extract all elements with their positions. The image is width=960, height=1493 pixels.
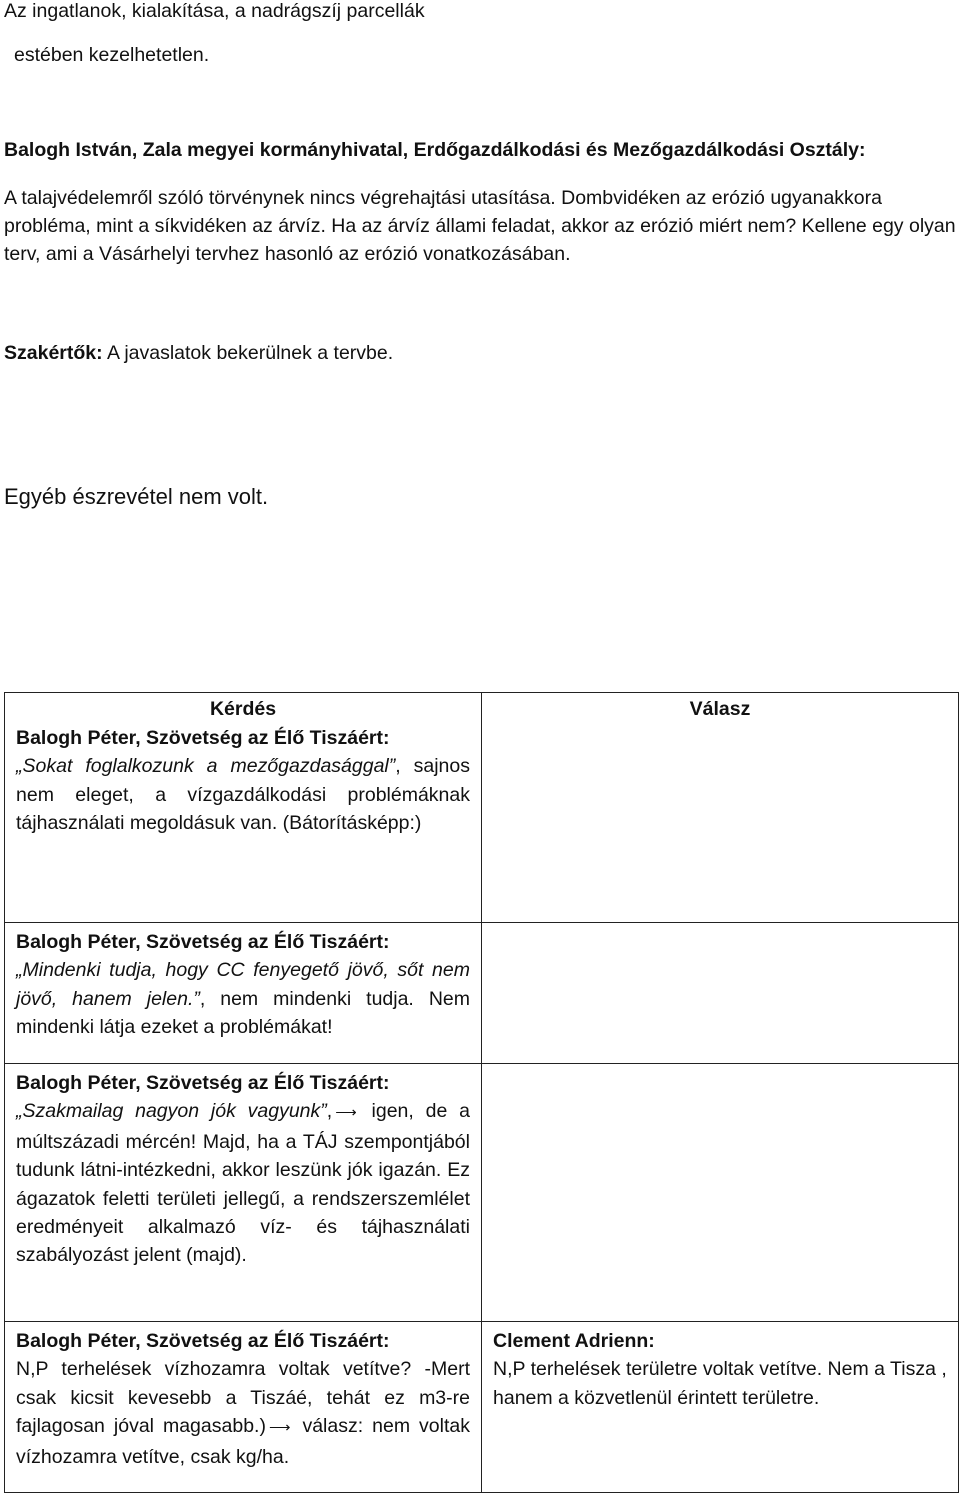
arrow-right-icon: ⟶ [268,1419,291,1437]
answer-4-text: N,P terhelések területre voltak vetítve. Nem a Tisza , hanem a közvetlenül érintett területre. [493,1358,947,1409]
speaker-paragraph: A talajvédelemről szóló törvénynek nincs végrehajtási utasítása. Dombvidéken az erózió ugyanakkora probléma, mint a síkvidéken az árvíz. Ha az árvíz állami feladat, akkor az erózió miért nem? Kellene egy olyan terv, ami a Vásárhelyi tervhez hasonló az erózió vonatkozásában. [4,187,956,265]
question-3-quote: „Szakmailag nagyon jók vagyunk” [16,1100,327,1123]
question-1-quote: „Sokat foglalkozunk a mezőgazdasággal” [16,755,396,778]
answer-cell-4 [482,1322,959,1493]
question-cell-1 [5,724,482,923]
question-4-text: N,P terhelések vízhozamra voltak vetítve? -Mert csak kicsit kevesebb a Tiszáé, tehát ez m3-re fajlagosan jóval magasabb.) [16,1358,470,1438]
question-2-text: , nem mindenki tudja. Nem mindenki látja ezeket a problémákat! [16,987,470,1039]
speaker-heading: Balogh István, Zala megyei kormányhivatal, Erdőgazdálkodási és Mezőgazdálkodási Osztály: [4,139,866,161]
question-cell-3 [5,1064,482,1322]
question-cell-4 [5,1322,482,1493]
qa-table [4,692,959,1493]
question-3-speaker: Balogh Péter, Szövetség az Élő Tiszáért: [16,1072,390,1094]
question-1-speaker: Balogh Péter, Szövetség az Élő Tiszáért: [16,727,390,749]
experts-line [4,342,393,365]
intro-line-1: Az ingatlanok, kialakítása, a nadrágszíj parcellák [4,0,425,22]
answer-header: Válasz [689,698,751,720]
no-comment-line: Egyéb észrevétel nem volt. [4,484,269,509]
question-column [5,693,482,725]
question-3-text: igen, de a múltszázadi mércén! Majd, ha a TÁJ szempontjából tudunk látni-intézkedni, akkor leszünk jók igazán. Ez ágazatok feletti területi jellegű, a rendszerszemlélet eredményeit alkalmazó víz- és tájhasználati szabályozást jelent (majd). [16,1100,470,1267]
answer-cell-2 [482,923,959,1064]
answer-cell-3 [482,1064,959,1322]
question-cell-2 [5,923,482,1064]
arrow-right-icon: ⟶ [335,1104,357,1122]
answer-column [482,693,959,725]
question-3-comma: , [326,1100,333,1123]
experts-label: Szakértők: [4,342,103,364]
answer-4-speaker: Clement Adrienn: [493,1330,655,1352]
question-2-speaker: Balogh Péter, Szövetség az Élő Tiszáért: [16,931,390,953]
question-1-text: , sajnos nem eleget, a vízgazdálkodási problémáknak tájhasználati megoldásuk van. (Bátorításképp:) [16,755,470,835]
answer-cell-1 [482,724,959,923]
question-4-speaker: Balogh Péter, Szövetség az Élő Tiszáért: [16,1330,390,1352]
question-2-quote: „Mindenki tudja, hogy CC fenyegető jövő, sőt nem jövő, hanem jelen.” [16,959,470,1010]
question-header: Kérdés [209,698,277,720]
question-4-text-after: válasz: nem voltak vízhozamra vetítve, csak kg/ha. [16,1415,470,1468]
intro-line-2: estében kezelhetetlen. [14,44,210,66]
experts-text: A javaslatok bekerülnek a tervbe. [102,342,394,364]
